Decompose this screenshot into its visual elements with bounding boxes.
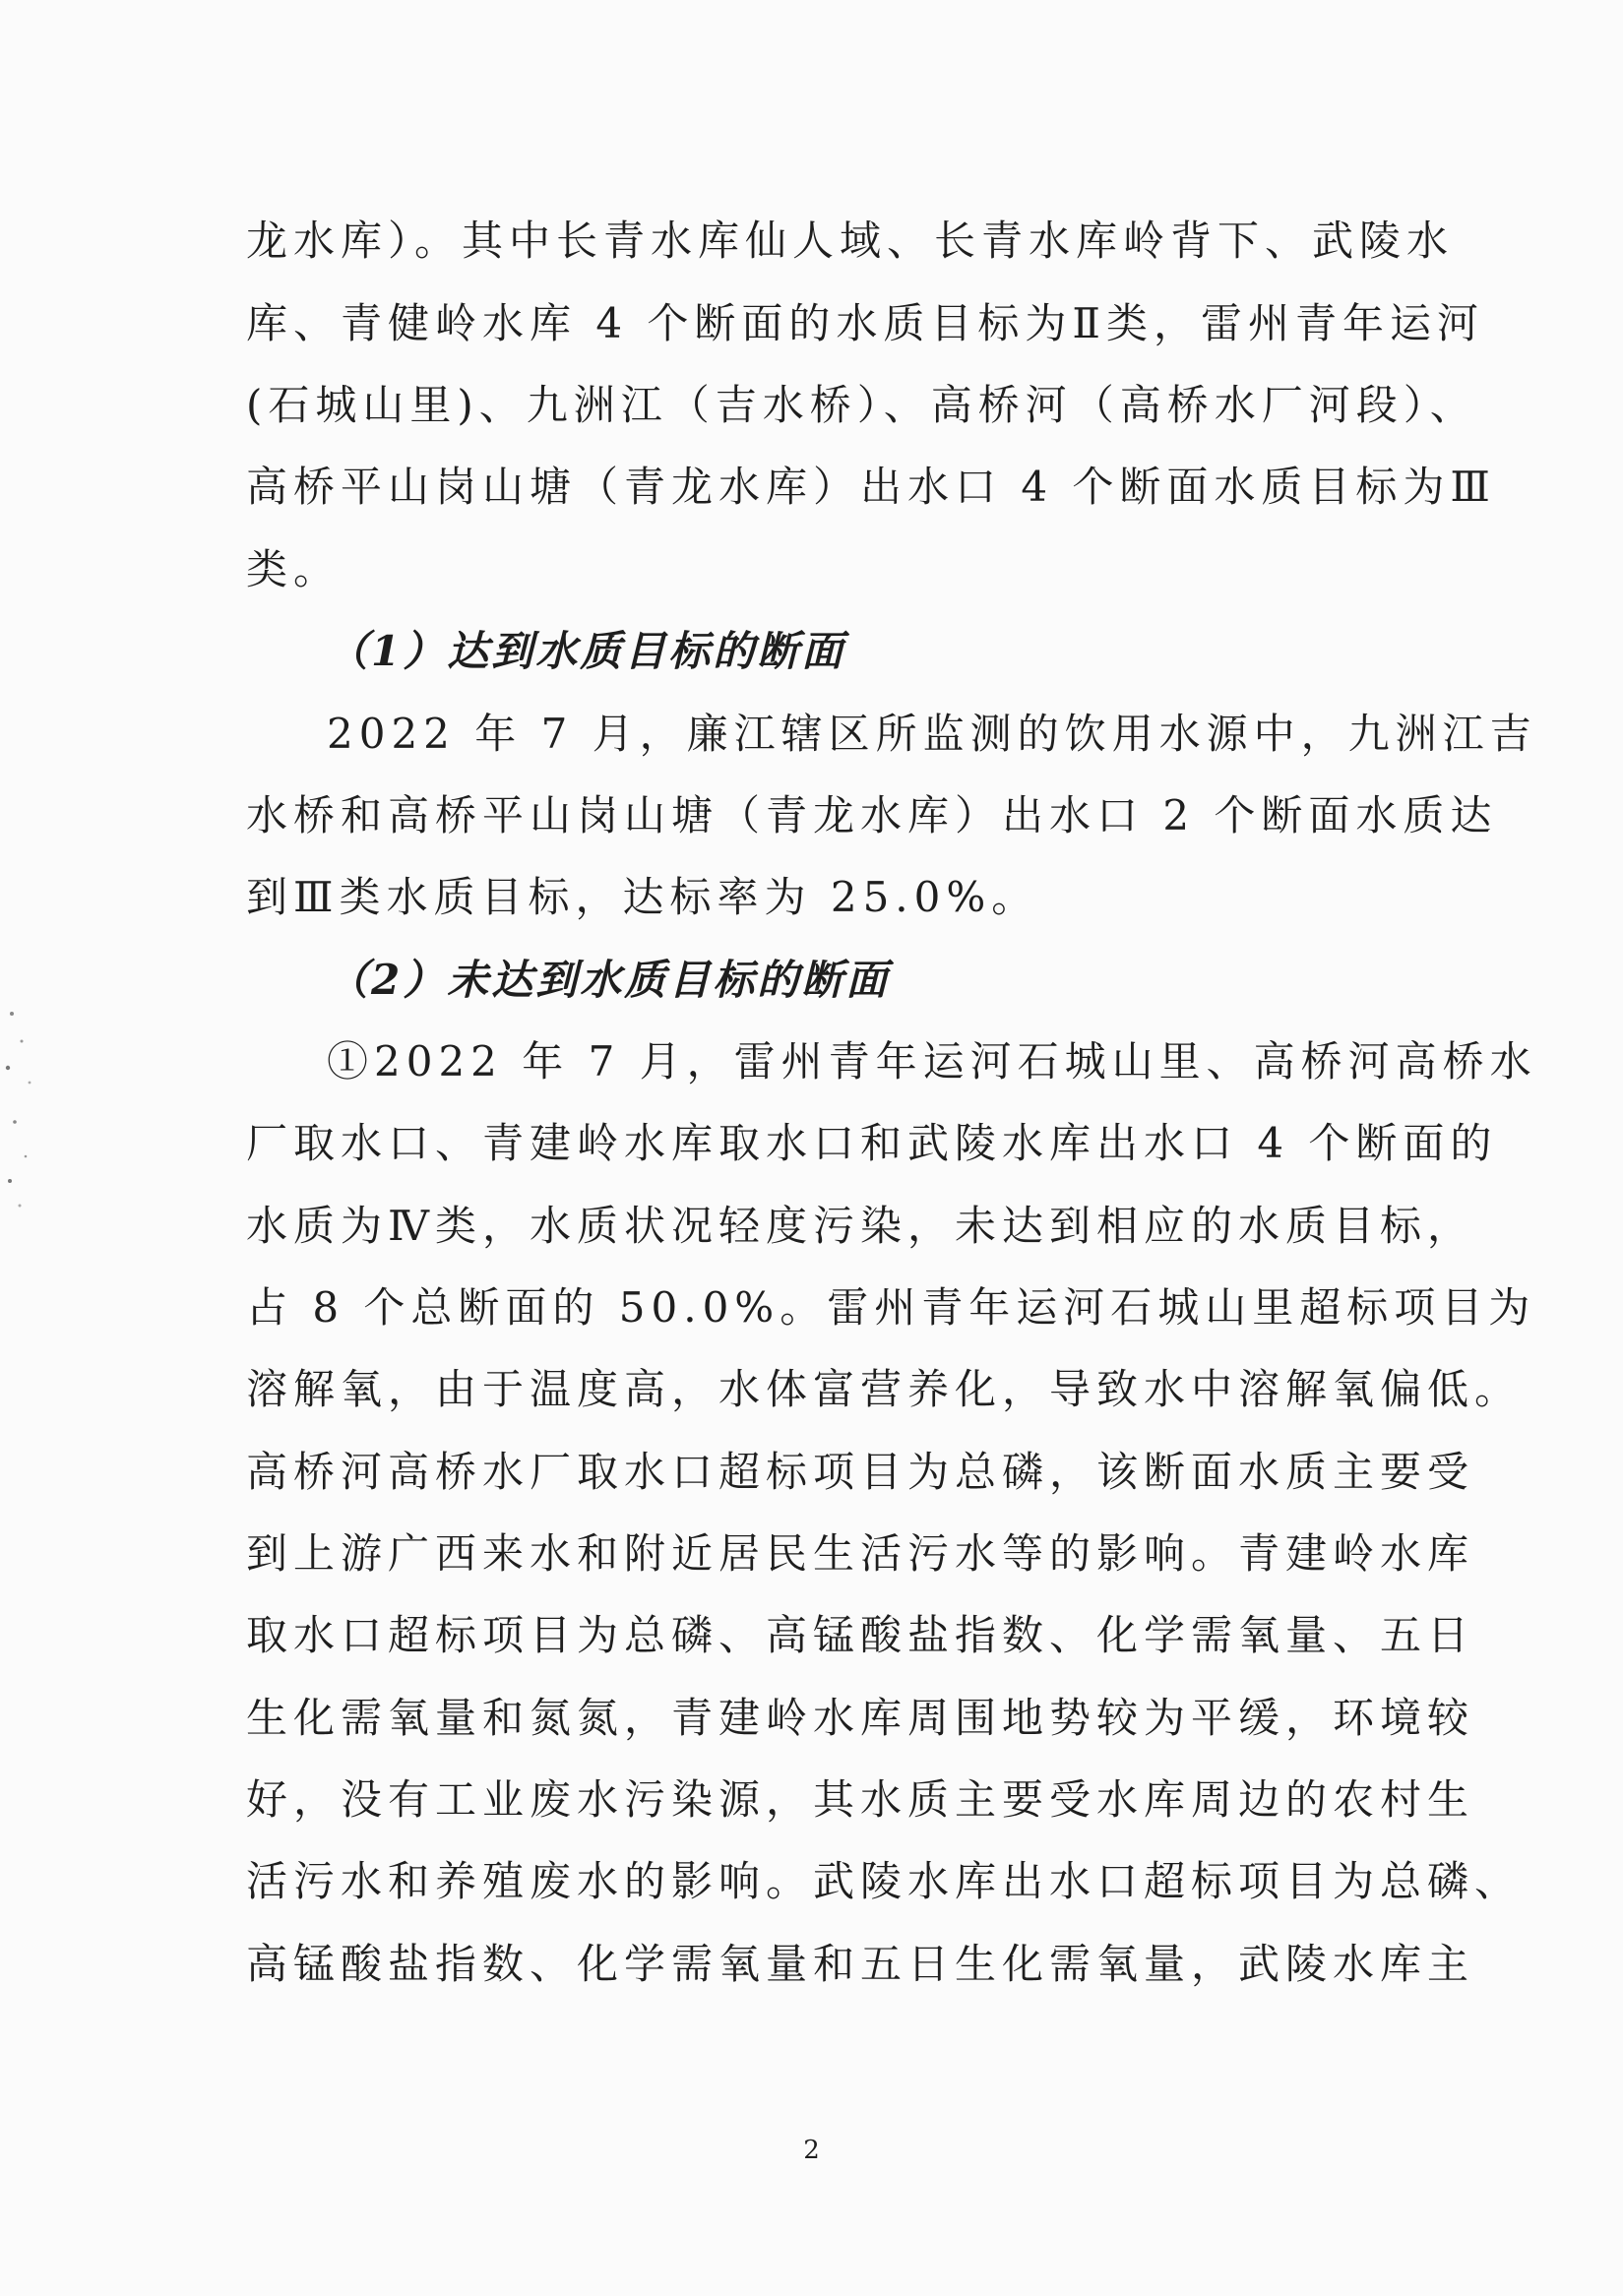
scan-speckle-decoration [0,994,69,1220]
body-line: 高锰酸盐指数、化学需氧量和五日生化需氧量，武陵水库主 [246,1940,1475,1988]
body-line: (石城山里)、九洲江（吉水桥）、高桥河（高桥水厂河段）、 [246,381,1477,429]
body-line: 好，没有工业废水污染源，其水质主要受水库周边的农村生 [246,1775,1475,1824]
section-heading-1: （1）达到水质目标的断面 [327,627,846,675]
section-heading-2: （2）未达到水质目标的断面 [327,956,891,1004]
body-line: 厂取水口、青建岭水库取水口和武陵水库出水口 4 个断面的 [246,1119,1498,1167]
body-line: 生化需氧量和氮氮，青建岭水库周围地势较为平缓，环境较 [246,1694,1475,1742]
body-line: 溶解氧，由于温度高，水体富营养化，导致水中溶解氧偏低。 [246,1365,1523,1413]
body-line: 高桥河高桥水厂取水口超标项目为总磷，该断面水质主要受 [246,1448,1475,1496]
body-line: 龙水库）。其中长青水库仙人域、长青水库岭背下、武陵水 [246,217,1455,265]
body-line: 水桥和高桥平山岗山塘（青龙水库）出水口 2 个断面水质达 [246,791,1498,839]
body-line: 活污水和养殖废水的影响。武陵水库出水口超标项目为总磷、 [246,1857,1523,1905]
body-line: 库、青健岭水库 4 个断面的水质目标为Ⅱ类，雷州青年运河 [246,299,1484,347]
body-line: 高桥平山岗山塘（青龙水库）出水口 4 个断面水质目标为Ⅲ [246,463,1496,511]
body-line: 到上游广西来水和附近居民生活污水等的影响。青建岭水库 [246,1529,1475,1578]
body-line: 取水口超标项目为总磷、高锰酸盐指数、化学需氧量、五日 [246,1611,1475,1659]
body-line: 到Ⅲ类水质目标，达标率为 25.0%。 [246,873,1039,921]
body-line: 占 8 个总断面的 50.0%。雷州青年运河石城山里超标项目为 [246,1283,1536,1332]
body-line: 水质为Ⅳ类，水质状况轻度污染，未达到相应的水质目标， [246,1202,1474,1250]
body-line: 2022 年 7 月，廉江辖区所监测的饮用水源中，九洲江吉 [327,710,1537,758]
page-number: 2 [803,2136,820,2165]
body-line: ①2022 年 7 月，雷州青年运河石城山里、高桥河高桥水 [327,1037,1537,1086]
body-line: 类。 [246,545,342,593]
